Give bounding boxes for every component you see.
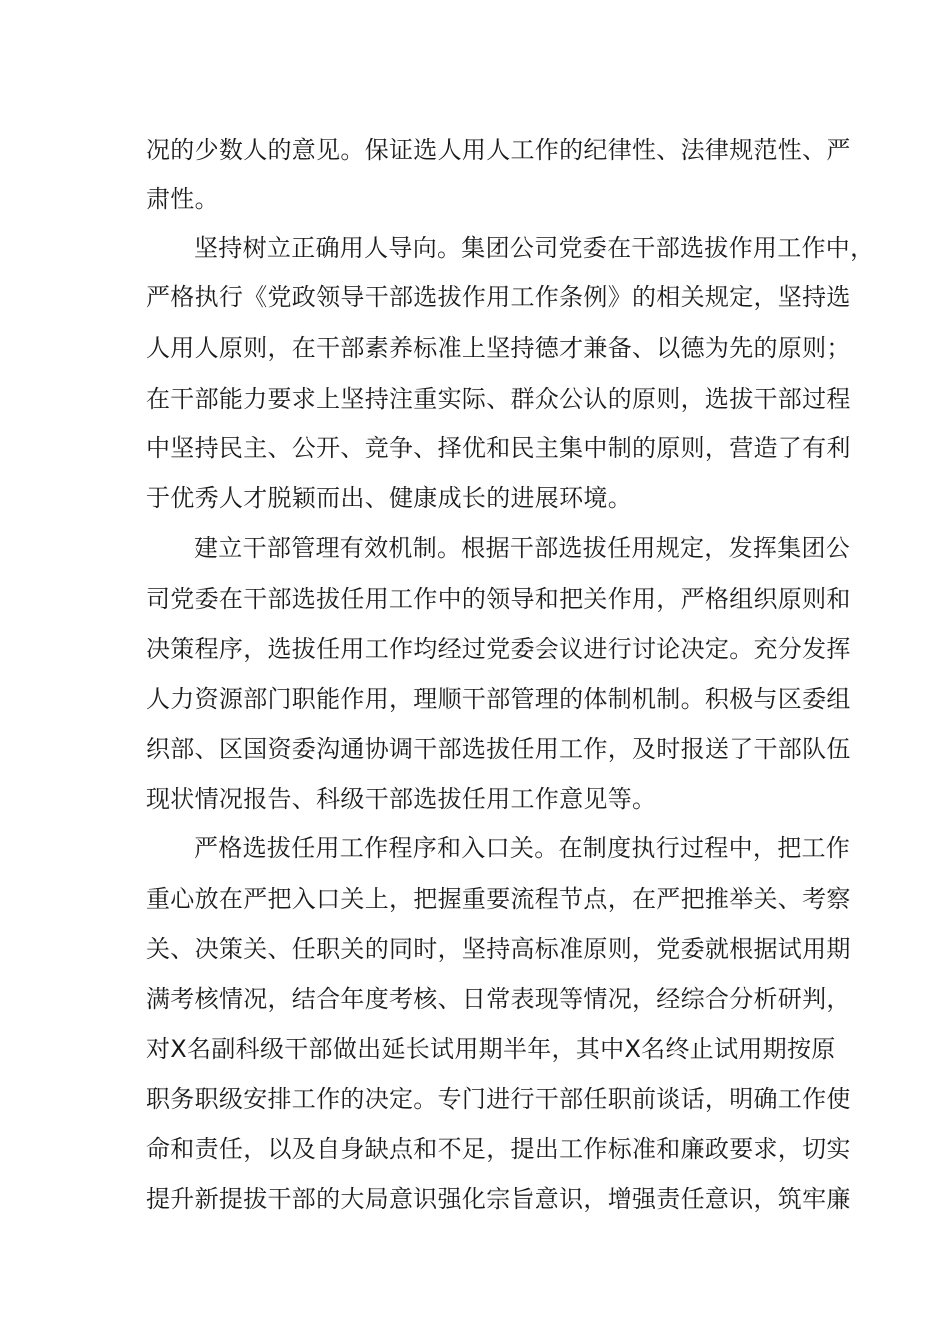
text-line: 人力资源部门职能作用，理顺干部管理的体制机制。积极与区委组: [146, 685, 851, 713]
text-line: 命和责任，以及自身缺点和不足，提出工作标准和廉政要求，切实: [146, 1135, 851, 1163]
text-line: 现状情况报告、科级干部选拔任用工作意见等。: [146, 785, 657, 813]
text-line: 关、决策关、任职关的同时，坚持高标准原则，党委就根据试用期: [146, 935, 851, 963]
text-line: 于优秀人才脱颖而出、健康成长的进展环境。: [146, 484, 632, 512]
paragraph-start-line: 坚持树立正确用人导向。集团公司党委在干部选拔作用工作中，: [194, 234, 875, 262]
text-line: 严格执行《党政领导干部选拔作用工作条例》的相关规定，坚持选: [146, 283, 851, 311]
text-line: 决策程序，选拔任用工作均经过党委会议进行讨论决定。充分发挥: [146, 635, 851, 663]
text-line: 满考核情况，结合年度考核、日常表现等情况，经综合分析研判，: [146, 985, 851, 1013]
text-line: 中坚持民主、公开、竞争、择优和民主集中制的原则，营造了有利: [146, 434, 851, 462]
paragraph-start-line: 建立干部管理有效机制。根据干部选拔任用规定，发挥集团公: [194, 534, 851, 562]
text-line: 司党委在干部选拔任用工作中的领导和把关作用，严格组织原则和: [146, 585, 851, 613]
text-line: 对X名副科级干部做出延长试用期半年，其中X名终止试用期按原: [146, 1035, 836, 1063]
text-line: 肃性。: [146, 185, 219, 213]
text-line: 织部、区国资委沟通协调干部选拔任用工作，及时报送了干部队伍: [146, 735, 851, 763]
paragraph-start-line: 严格选拔任用工作程序和入口关。在制度执行过程中，把工作: [194, 834, 851, 862]
text-line: 况的少数人的意见。保证选人用人工作的纪律性、法律规范性、严: [146, 136, 851, 164]
text-line: 职务职级安排工作的决定。专门进行干部任职前谈话，明确工作使: [146, 1085, 851, 1113]
text-line: 提升新提拔干部的大局意识强化宗旨意识，增强责任意识，筑牢廉: [146, 1185, 851, 1213]
text-line: 人用人原则，在干部素养标准上坚持德才兼备、以德为先的原则；: [146, 334, 851, 362]
text-line: 重心放在严把入口关上，把握重要流程节点，在严把推举关、考察: [146, 885, 851, 913]
text-line: 在干部能力要求上坚持注重实际、群众公认的原则，选拔干部过程: [146, 385, 851, 413]
